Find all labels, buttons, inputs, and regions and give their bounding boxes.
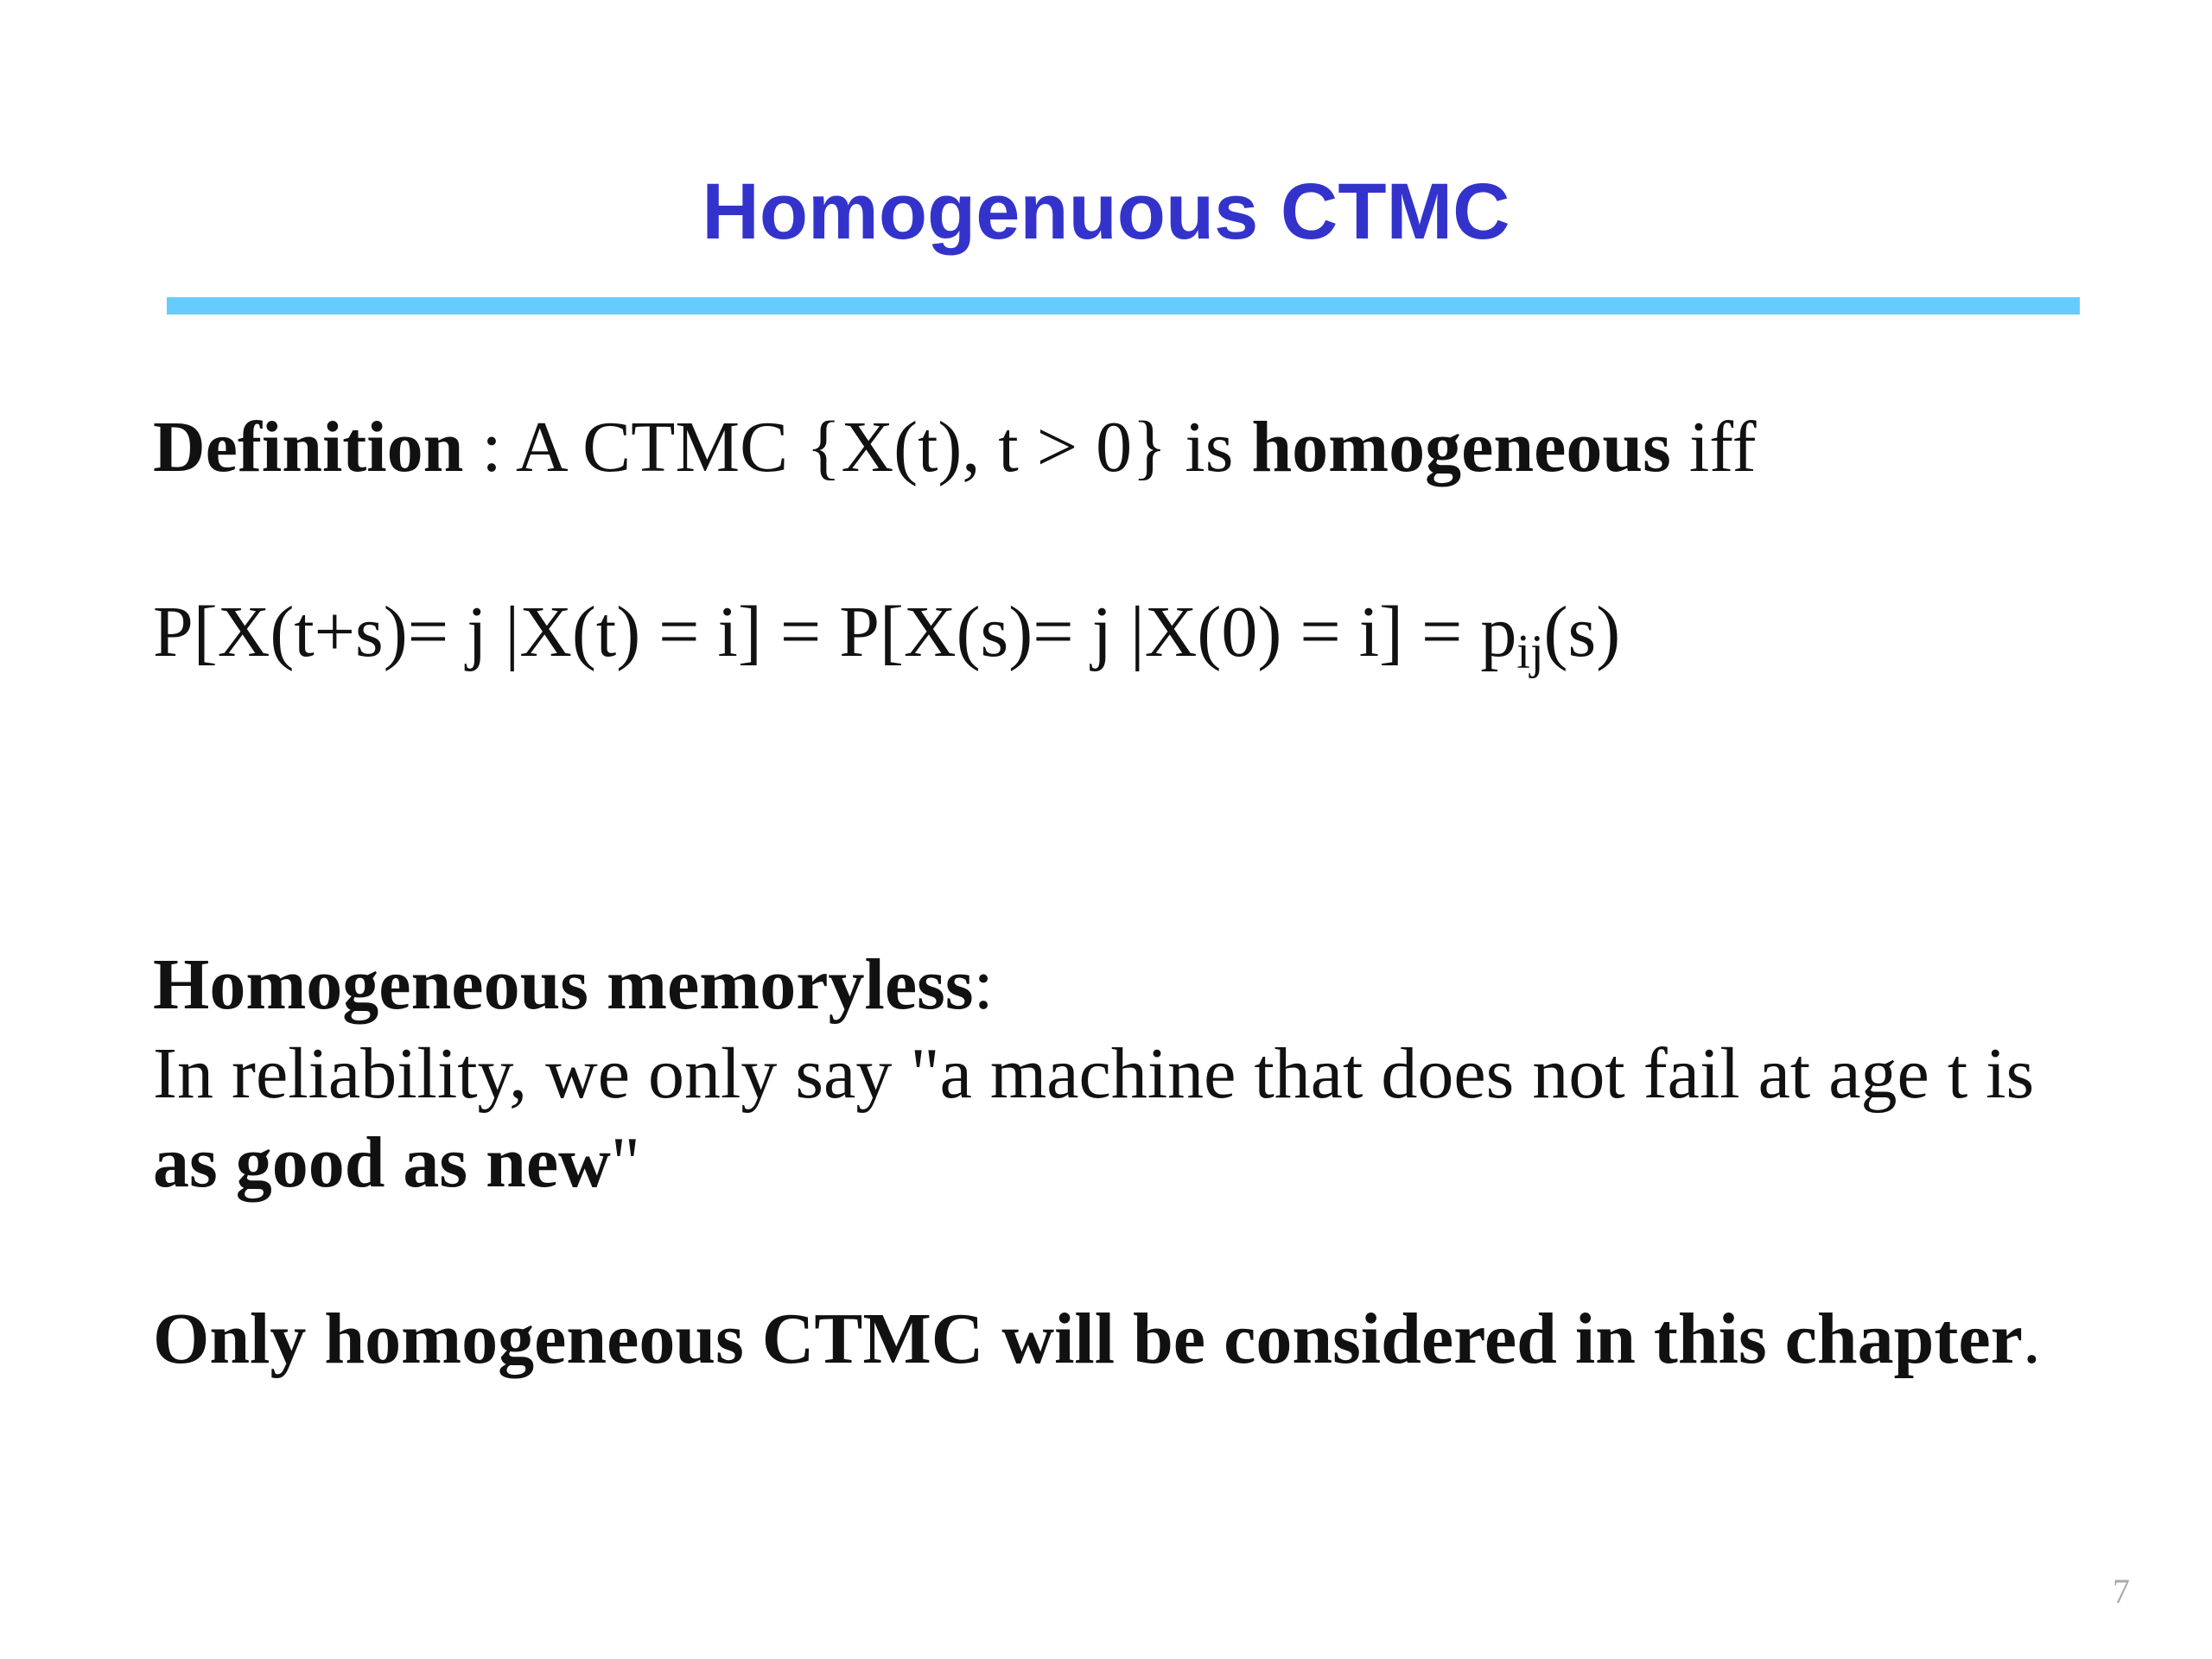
memoryless-heading xyxy=(153,942,994,1028)
equation-suffix: (s) xyxy=(1543,592,1621,672)
definition-text-1: : A CTMC {X(t), t > 0} is xyxy=(463,407,1252,487)
transition-equation xyxy=(153,589,1621,679)
conclusion-text: Only homogeneous CTMC will be considered in this chapter xyxy=(153,1299,2023,1379)
equation-main: P[X(t+s)= j |X(t) = i] = P[X(s)= j |X(0) = i] = p xyxy=(153,592,1517,672)
memoryless-line-2-end: " xyxy=(610,1122,641,1203)
page-number: 7 xyxy=(2113,1572,2130,1611)
title-underline xyxy=(167,297,2080,315)
conclusion-line xyxy=(153,1296,2041,1382)
slide-title: Homogenuous CTMC xyxy=(702,168,1510,256)
memoryless-heading-colon: : xyxy=(973,944,994,1025)
memoryless-line-2 xyxy=(153,1120,640,1206)
definition-label: Definition xyxy=(153,407,464,487)
memoryless-line-1: In reliability, we only say "a machine that does not fail at age t is xyxy=(153,1033,2035,1114)
definition-text-2: iff xyxy=(1670,407,1757,487)
equation-subscript: ij xyxy=(1516,626,1544,679)
definition-keyword: homogeneous xyxy=(1251,407,1671,487)
definition-line xyxy=(153,404,1757,491)
memoryless-heading-text: Homogeneous memoryless xyxy=(153,944,974,1025)
as-good-as-new: as good as new xyxy=(153,1122,611,1203)
conclusion-period: . xyxy=(2022,1299,2041,1379)
